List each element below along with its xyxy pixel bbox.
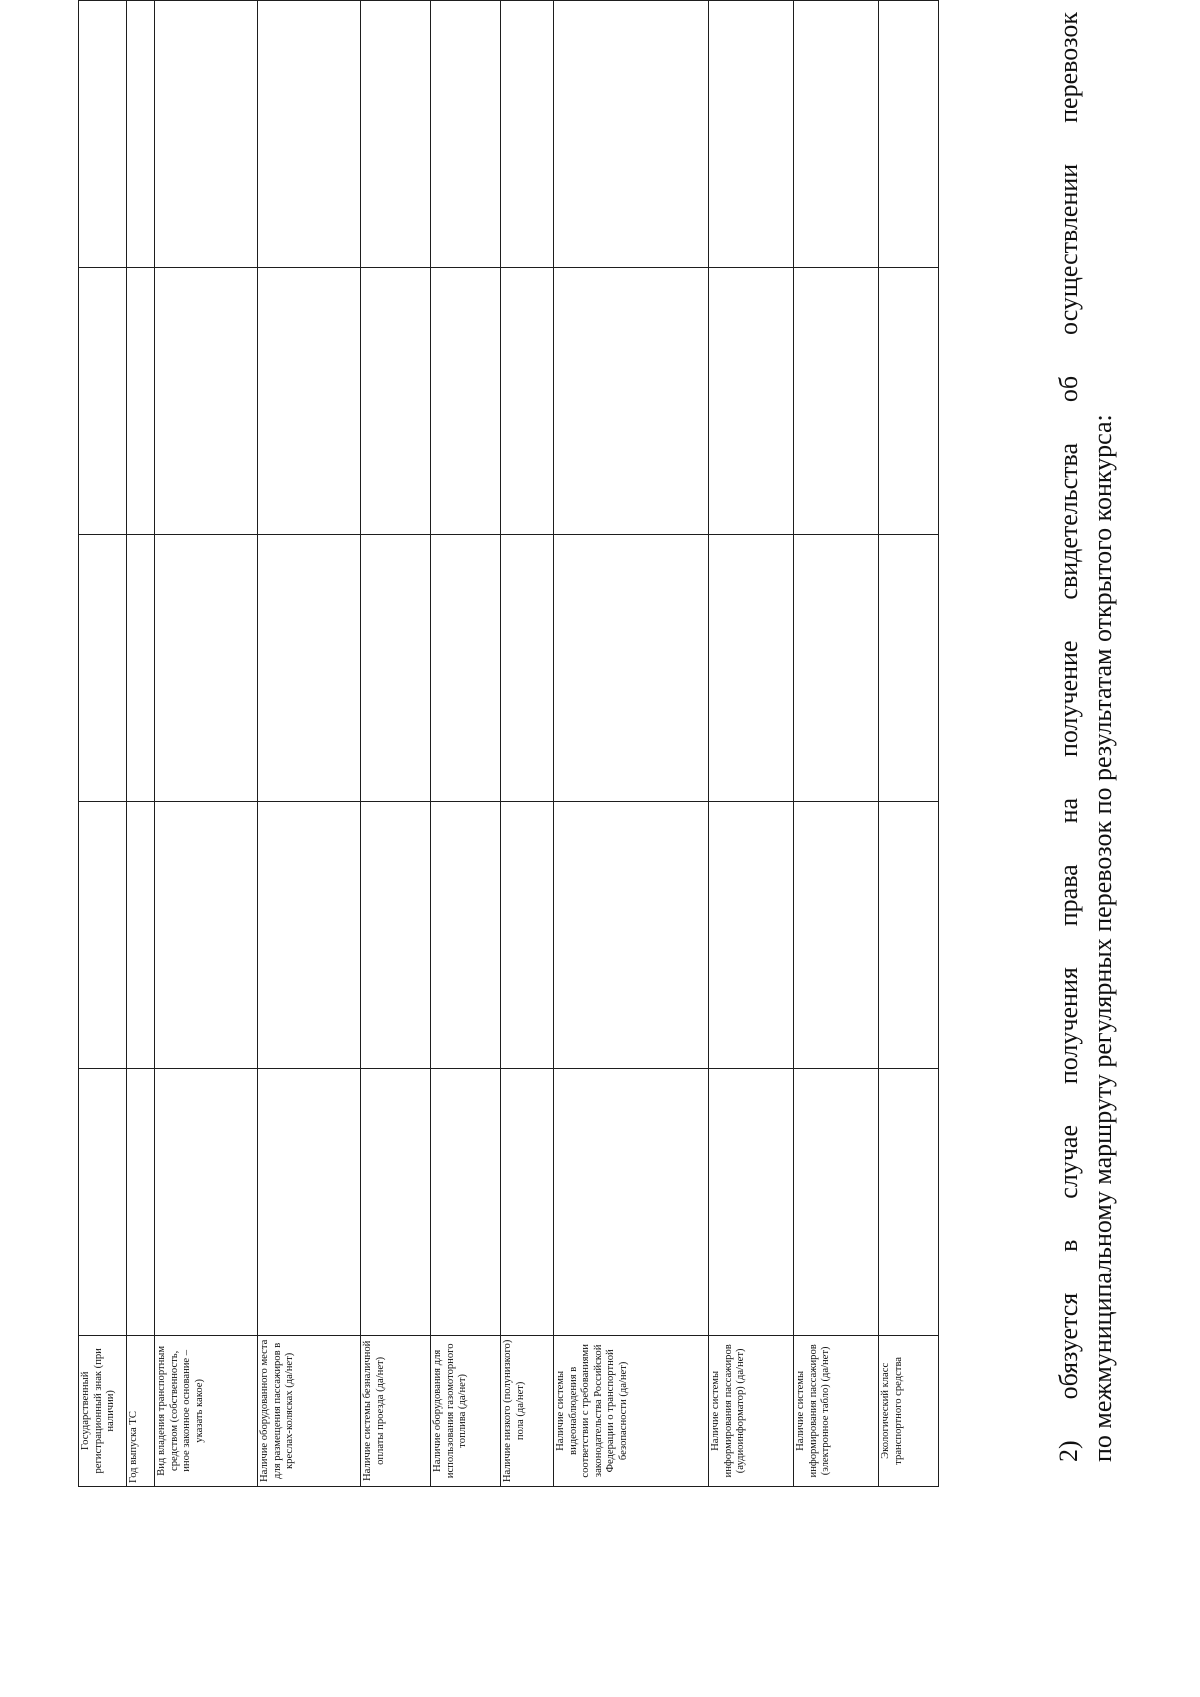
paragraph-word: в [1054,1239,1083,1252]
table-cell [361,1,431,268]
table-cell [79,534,127,801]
table-row [431,1,501,1487]
table-cell [794,534,879,801]
table-row [501,1,554,1487]
table-cell [155,1,258,268]
table-cell [127,1,155,268]
table-cell [794,1,879,268]
table-cell [431,801,501,1068]
paragraph-word: на [1054,797,1083,824]
table-row [258,1,361,1487]
table-cell [794,268,879,535]
table-cell [879,268,939,535]
table-cell [361,801,431,1068]
row-header: Наличие оборудования для использования газомоторного топлива (да/нет) [431,1335,501,1486]
paragraph-word: об [1054,375,1083,403]
table-row [879,1,939,1487]
table-cell [431,534,501,801]
table-cell [794,1068,879,1335]
table-cell [127,801,155,1068]
paragraph-word: 2) [1054,1440,1083,1462]
table-cell [79,1,127,268]
table-cell [155,1068,258,1335]
table-cell [258,1,361,268]
table-row [554,1,709,1487]
row-header: Государственный регистрационный знак (при наличии) [79,1335,127,1486]
table-cell [155,268,258,535]
table-cell [79,1068,127,1335]
obligation-paragraph [1052,12,1120,1462]
table-cell [794,801,879,1068]
row-header: Наличие системы видеонаблюдения в соответствии с требованиями законодательства Российской Федерации о транспортной безопасности (да/нет) [554,1335,709,1486]
table-row [361,1,431,1487]
table-cell [709,1,794,268]
table-cell [554,1,709,268]
paragraph-word: права [1054,864,1083,927]
row-header: Вид владения транспортным средством (собственность, иное законное основание – указать какое) [155,1335,258,1486]
table-row [709,1,794,1487]
table-cell [258,534,361,801]
table-row [155,1,258,1487]
row-header: Наличие системы безналичной оплаты проезда (да/нет) [361,1335,431,1486]
table-cell [501,268,554,535]
row-header: Год выпуска ТС [127,1335,155,1486]
table-cell [127,534,155,801]
paragraph-word: осуществлении [1054,163,1083,335]
paragraph-word: свидетельства [1054,442,1083,600]
table-cell [709,534,794,801]
table-cell [501,1068,554,1335]
row-header: Экологический класс транспортного средства [879,1335,939,1486]
table-cell [501,1,554,268]
table-cell [709,801,794,1068]
table-cell [361,1068,431,1335]
table-cell [79,268,127,535]
row-header: Наличие системы информирования пассажиров (аудиоинформатор) (да/нет) [709,1335,794,1486]
table-cell [155,801,258,1068]
table-cell [554,1068,709,1335]
paragraph-word: случае [1054,1125,1083,1199]
table-cell [258,801,361,1068]
table-row [794,1,879,1487]
table-cell [127,1068,155,1335]
table-cell [879,801,939,1068]
table-cell [554,534,709,801]
row-header: Наличие оборудованного места для размещения пассажиров в креслах-колясках (да/нет) [258,1335,361,1486]
table-cell [258,1068,361,1335]
table-cell [127,268,155,535]
row-header: Наличие системы информирования пассажиров (электронное табло) (да/нет) [794,1335,879,1486]
table-cell [431,268,501,535]
table-cell [258,268,361,535]
paragraph-line-1 [1052,12,1086,1462]
paragraph-line-2: по межмуниципальному маршруту регулярных перевозок по результатам открытого конкурса: [1088,414,1117,1462]
table-cell [431,1068,501,1335]
table-row [127,1,155,1487]
row-header: Наличие низкого (полунизкого) пола (да/нет) [501,1335,554,1486]
table-cell [501,534,554,801]
paragraph-word: обязуется [1054,1292,1083,1400]
paragraph-word: получение [1054,640,1083,758]
table-cell [79,801,127,1068]
table-cell [501,801,554,1068]
table-cell [709,1068,794,1335]
table-cell [361,268,431,535]
table-cell [554,801,709,1068]
table-cell [431,1,501,268]
paragraph-word: получения [1054,967,1083,1085]
table-cell [879,534,939,801]
paragraph-word: перевозок [1054,12,1083,123]
table-cell [879,1,939,268]
table-cell [879,1068,939,1335]
table-cell [709,268,794,535]
vehicle-info-table [78,0,939,1487]
table-cell [155,534,258,801]
table-row [79,1,127,1487]
table-cell [361,534,431,801]
table-cell [554,268,709,535]
